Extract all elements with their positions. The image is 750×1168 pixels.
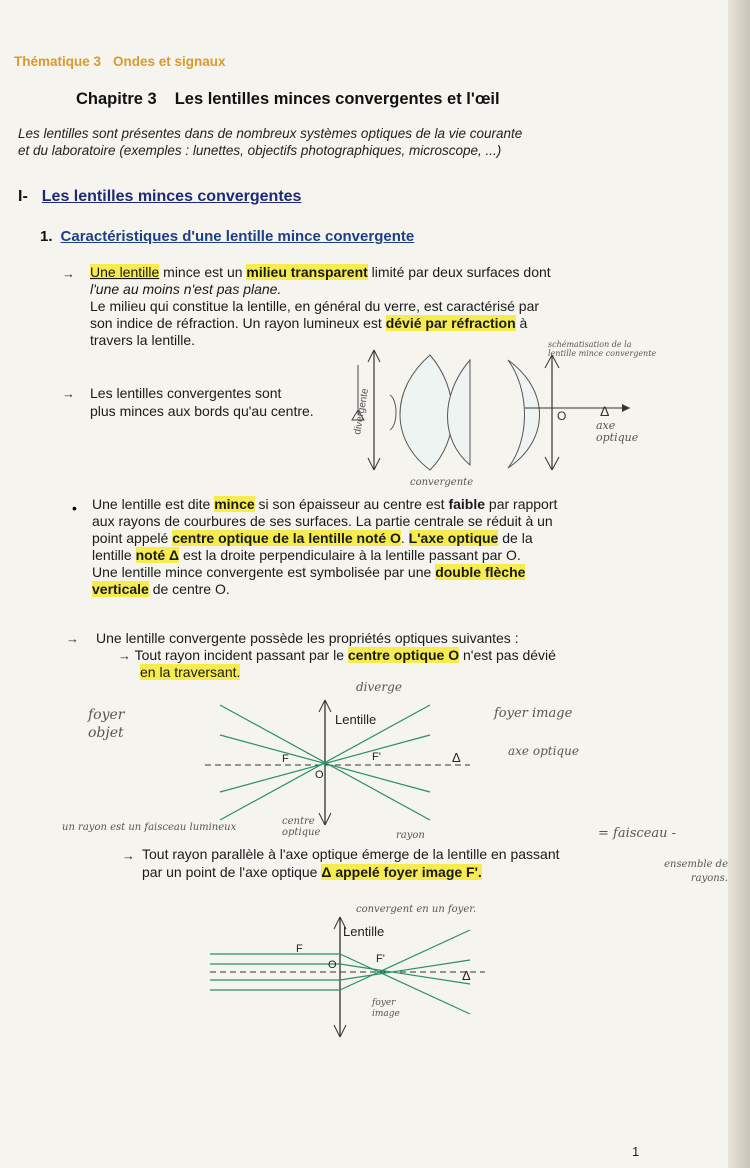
intro-paragraph	[18, 125, 658, 159]
center-o-label: O	[315, 769, 324, 781]
handwritten-convergente: convergente	[410, 477, 474, 488]
handwritten-convergent: convergent en un foyer.	[356, 904, 477, 915]
section-title: Les lentilles minces convergentes	[41, 188, 302, 205]
arrow-bullet-icon: →	[62, 386, 75, 401]
text-line: Tout rayon parallèle à l'axe optique émerge de la lentille en passant	[142, 846, 560, 862]
paragraph-focal-point	[142, 846, 722, 882]
text-span: limité par deux surfaces dont	[367, 264, 551, 280]
handwritten-axe-note: axe optique	[596, 419, 639, 444]
subsection-heading	[40, 228, 414, 245]
text-line: travers la lentille.	[90, 332, 196, 348]
text-span: par un point de l'axe optique	[142, 864, 322, 880]
paragraph-definition	[90, 264, 640, 349]
text-span: L'axe optique	[408, 530, 499, 546]
text-span: Δ appelé foyer image F'.	[321, 864, 482, 880]
focal-point-diagram	[200, 912, 500, 1042]
delta-label: Δ	[462, 968, 471, 983]
text-span: noté Δ	[135, 547, 180, 563]
text-span: .	[400, 530, 409, 546]
paragraph-properties	[96, 630, 656, 681]
text-span: Une lentille	[90, 264, 160, 280]
focus-fprime-label: F'	[376, 953, 385, 965]
paragraph-thin-lens	[92, 496, 632, 598]
text-span: mince	[214, 496, 255, 512]
text-span: centre optique de la lentille noté O	[172, 530, 401, 546]
text-span: lentille	[92, 547, 136, 563]
text-span: si son épaisseur au centre est	[254, 496, 449, 512]
lens-label: Lentille	[335, 712, 377, 727]
theme-heading	[14, 54, 238, 69]
chapter-title: Les lentilles minces convergentes et l'œil	[174, 90, 500, 108]
bracket-mark	[390, 395, 396, 430]
text-span: dévié par réfraction	[385, 315, 516, 331]
chapter-label: Chapitre 3	[76, 90, 157, 108]
intro-line-2: et du laboratoire (exemples : lunettes, objectifs photographiques, microscope, ...)	[18, 143, 502, 158]
meniscus-lens-shape	[508, 360, 540, 468]
handwritten-foyer-image: foyer image	[494, 706, 573, 721]
text-span: en la traversant.	[140, 664, 241, 680]
lens-shapes-diagram	[330, 340, 660, 490]
handwritten-rayon-note: un rayon est un faisceau lumineux	[62, 822, 237, 833]
delta-label: Δ	[452, 750, 461, 765]
arrow-bullet-icon: →	[66, 631, 79, 646]
text-span: Une lentille mince convergente est symbolisée par une	[92, 564, 436, 580]
text-span: faible	[448, 496, 486, 512]
axis-arrow-icon	[622, 404, 630, 412]
focus-f-label: F	[296, 943, 303, 955]
section-heading	[18, 188, 301, 206]
focus-f-label: F	[282, 753, 289, 765]
page-edge	[728, 0, 750, 1168]
text-span: Tout rayon incident passant par le	[134, 647, 348, 663]
text-span: mince est un	[159, 264, 247, 280]
center-o-label: O	[557, 409, 567, 423]
subsection-number: 1.	[40, 228, 53, 245]
biconvex-lens-shape	[400, 355, 453, 470]
page-number: 1	[632, 1144, 640, 1159]
text-span: son indice de réfraction. Un rayon lumineux est	[90, 315, 386, 331]
handwritten-diverge: diverge	[356, 680, 402, 694]
arrow-bullet-icon: →	[62, 266, 75, 281]
text-span: point appelé	[92, 530, 173, 546]
text-span: n'est pas dévié	[459, 647, 556, 663]
text-span: de la	[498, 530, 533, 546]
center-o-label: O	[328, 959, 337, 971]
handwritten-axe-optique: axe optique	[508, 744, 579, 758]
theme-title: Ondes et signaux	[113, 54, 226, 69]
theme-label: Thématique 3	[14, 54, 102, 69]
handwritten-centre-optique: centre optique	[282, 816, 321, 838]
text-span: verticale	[92, 581, 149, 597]
handwritten-faisceau: = faisceau -	[598, 826, 677, 841]
text-span: milieu transparent	[246, 264, 368, 280]
text-span: à	[515, 315, 528, 331]
sub-arrow-icon: →	[118, 648, 135, 663]
lens-label: Lentille	[343, 924, 385, 939]
arrow-bullet-icon: →	[122, 848, 135, 863]
focus-fprime-label: F'	[372, 751, 381, 763]
planoconvex-lens-shape	[448, 360, 471, 465]
text-line: plus minces aux bords qu'au centre.	[90, 403, 314, 419]
bullet-dot: •	[72, 500, 77, 516]
optical-center-diagram	[190, 690, 500, 830]
handwritten-foyer-image-2: foyer image	[372, 998, 400, 1019]
intro-line-1: Les lentilles sont présentes dans de nombreux systèmes optiques de la vie courante	[18, 126, 523, 141]
paragraph-convergent	[90, 385, 360, 421]
text-line: aux rayons de courbures de ses surfaces. La partie centrale se réduit à un	[92, 513, 553, 529]
text-span: Une lentille est dite	[92, 496, 215, 512]
text-line: Une lentille convergente possède les propriétés optiques suivantes :	[96, 630, 519, 646]
text-span: de centre O.	[148, 581, 230, 597]
section-number: I-	[18, 188, 28, 205]
delta-label: Δ	[600, 403, 610, 419]
handwritten-divergente: divergente	[352, 387, 372, 436]
text-line: Le milieu qui constitue la lentille, en général du verre, est caractérisé par	[90, 298, 540, 314]
text-span: centre optique O	[347, 647, 460, 663]
text-span: double flèche	[435, 564, 526, 580]
handwritten-rayon: rayon	[396, 830, 425, 841]
text-span: par rapport	[485, 496, 558, 512]
text-span: est la droite perpendiculaire à la lentille passant par O.	[179, 547, 521, 563]
handwritten-ensemble: ensemble de rayons.	[664, 859, 728, 884]
chapter-heading	[76, 90, 500, 109]
text-line: Les lentilles convergentes sont	[90, 385, 282, 401]
handwritten-schema-note: schématisation de la lentille mince convergente	[548, 340, 657, 358]
subsection-title: Caractéristiques d'une lentille mince convergente	[60, 228, 415, 245]
text-line: l'une au moins n'est pas plane.	[90, 281, 282, 297]
handwritten-foyer-objet: foyer objet	[88, 707, 125, 741]
